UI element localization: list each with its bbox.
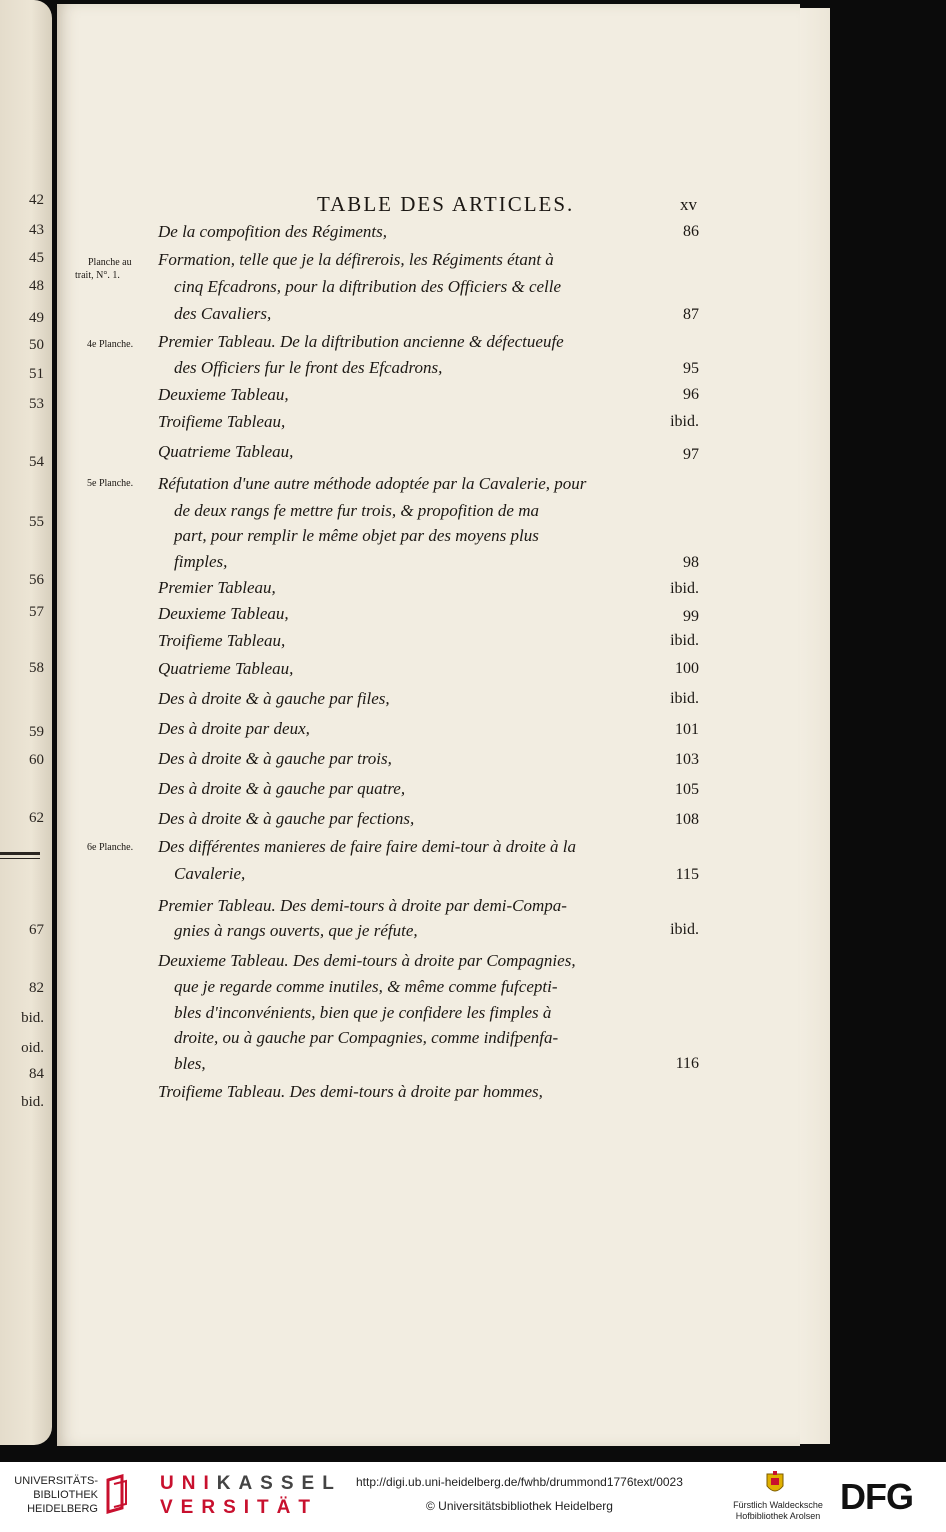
previous-page-number: 67 <box>29 922 44 938</box>
previous-page-number: 82 <box>29 980 44 996</box>
copyright-text: © Universitätsbibliothek Heidelberg <box>426 1499 613 1513</box>
previous-page-rule-thin <box>0 858 40 859</box>
previous-page-number: 45 <box>29 250 44 266</box>
toc-entry-page: ibid. <box>670 413 699 430</box>
toc-entry-line: Formation, telle que je la défirerois, les Régiments étant à <box>158 250 554 269</box>
previous-page-edge <box>0 0 52 1445</box>
footer-bar <box>0 1462 946 1532</box>
toc-entry-page: 97 <box>683 446 699 463</box>
previous-page-number: oid. <box>21 1040 44 1056</box>
previous-page-number: 60 <box>29 752 44 768</box>
margin-note: Planche au <box>88 257 132 268</box>
toc-entry-line: Deuxieme Tableau, <box>158 604 289 623</box>
toc-entry-page: 108 <box>675 811 699 828</box>
toc-entry-line: gnies à rangs ouverts, que je réfute, <box>174 921 418 940</box>
arolsen-line: Fürstlich Waldecksche <box>733 1500 823 1510</box>
previous-page-rule <box>0 852 40 855</box>
toc-entry-page: 96 <box>683 386 699 403</box>
page-number: xv <box>680 195 697 214</box>
toc-entry-line: Troifieme Tableau, <box>158 631 286 650</box>
toc-entry-line: Cavalerie, <box>174 864 246 883</box>
toc-entry-line: de deux rangs fe mettre fur trois, & propofition de ma <box>174 501 539 520</box>
toc-entry-line: Troifieme Tableau. Des demi-tours à droite par hommes, <box>158 1082 543 1101</box>
toc-entry-page: 105 <box>675 781 699 798</box>
previous-page-number: 49 <box>29 310 44 326</box>
previous-page-number: 59 <box>29 724 44 740</box>
margin-note: 6e Planche. <box>87 842 134 853</box>
toc-entry-page: ibid. <box>670 690 699 707</box>
toc-entry-page: 100 <box>675 660 699 677</box>
toc-entry-line: des Officiers fur le front des Efcadrons, <box>174 358 443 377</box>
toc-entry-line: des Cavaliers, <box>174 304 272 323</box>
book-page <box>57 4 800 1446</box>
previous-page-number: 57 <box>29 604 44 620</box>
previous-page-number: 50 <box>29 337 44 353</box>
toc-entry-line: Deuxieme Tableau. Des demi-tours à droite par Compagnies, <box>158 951 576 970</box>
toc-entry-page: 98 <box>683 554 699 571</box>
toc-entry-line: De la compofition des Régiments, <box>158 222 387 241</box>
previous-page-number: 55 <box>29 514 44 530</box>
toc-entry-line: Des à droite & à gauche par fections, <box>158 809 415 828</box>
previous-page-number: 53 <box>29 396 44 412</box>
source-url-link[interactable]: http://digi.ub.uni-heidelberg.de/fwhb/drummond1776text/0023 <box>356 1475 683 1489</box>
toc-entry-page: 86 <box>683 223 699 240</box>
library-name-line: HEIDELBERG <box>27 1503 98 1515</box>
heidelberg-logo-icon <box>104 1474 130 1514</box>
toc-entry-page: 99 <box>683 608 699 625</box>
toc-entry-page: 115 <box>675 866 699 883</box>
toc-entry-page: 116 <box>675 1055 699 1072</box>
toc-entry-page: ibid. <box>670 921 699 938</box>
toc-entry-line: Des à droite par deux, <box>158 719 310 738</box>
previous-page-number: 56 <box>29 572 44 588</box>
dfg-logo: DFG <box>840 1476 913 1517</box>
toc-entry-line: Des à droite & à gauche par files, <box>158 689 390 708</box>
toc-entry-page: 101 <box>675 721 699 738</box>
toc-entry-line: bles d'inconvénients, bien que je confidere les fimples à <box>174 1003 552 1022</box>
margin-note: 5e Planche. <box>87 478 134 489</box>
toc-entry-line: fimples, <box>174 552 228 571</box>
toc-entry-line: Troifieme Tableau, <box>158 412 286 431</box>
previous-page-number: bid. <box>21 1010 44 1026</box>
library-name-line: UNIVERSITÄTS- <box>14 1475 98 1487</box>
toc-entry-line: Quatrieme Tableau, <box>158 442 294 461</box>
previous-page-number: 58 <box>29 660 44 676</box>
toc-entry-line: Des différentes manieres de faire faire demi-tour à droite à la <box>158 837 577 856</box>
kassel-logo-line: VERSITÄT <box>160 1497 318 1518</box>
library-name-line: BIBLIOTHEK <box>33 1489 98 1501</box>
arolsen-library <box>728 1500 828 1522</box>
toc-entry-page: 95 <box>683 360 699 377</box>
previous-page-number: 43 <box>29 222 44 238</box>
toc-entry-page: ibid. <box>670 580 699 597</box>
toc-entry-line: Des à droite & à gauche par quatre, <box>158 779 406 798</box>
toc-entry-line: Réfutation d'une autre méthode adoptée par la Cavalerie, pour <box>158 474 587 493</box>
toc-entry-line: que je regarde comme inutiles, & même comme fufcepti- <box>174 977 558 996</box>
toc-entry-line: bles, <box>174 1054 206 1073</box>
toc-entry-page: ibid. <box>670 632 699 649</box>
arolsen-line: Hofbibliothek Arolsen <box>735 1511 821 1521</box>
previous-page-number: 48 <box>29 278 44 294</box>
toc-entry-line: Premier Tableau. Des demi-tours à droite par demi-Compa- <box>158 896 567 915</box>
toc-entry-line: Des à droite & à gauche par trois, <box>158 749 392 768</box>
margin-note: trait, N°. 1. <box>75 270 120 281</box>
library-name <box>6 1474 98 1516</box>
running-title: TABLE DES ARTICLES. <box>317 192 575 216</box>
previous-page-number: 62 <box>29 810 44 826</box>
toc-entry-line: Deuxieme Tableau, <box>158 385 289 404</box>
kassel-logo <box>160 1472 342 1520</box>
previous-page-number: 84 <box>29 1066 44 1082</box>
toc-entry-line: droite, ou à gauche par Compagnies, comme indifpenfa- <box>174 1028 559 1047</box>
kassel-logo-line: UNIKASSEL <box>160 1473 342 1494</box>
toc-entry-line: Premier Tableau. De la diftribution ancienne & défectueufe <box>158 332 564 351</box>
toc-entry-line: part, pour remplir le même objet par des moyens plus <box>174 526 539 545</box>
toc-entry-page: 103 <box>675 751 699 768</box>
previous-page-number: 54 <box>29 454 44 470</box>
previous-page-number: 42 <box>29 192 44 208</box>
previous-page-number: bid. <box>21 1094 44 1110</box>
crest-icon <box>764 1470 786 1498</box>
toc-entry-line: Premier Tableau, <box>158 578 276 597</box>
previous-page-number: 51 <box>29 366 44 382</box>
toc-entry-line: cinq Efcadrons, pour la diftribution des Officiers & celle <box>174 277 562 296</box>
toc-entry-page: 87 <box>683 306 699 323</box>
margin-note: 4e Planche. <box>87 339 134 350</box>
page-edge <box>800 8 830 1444</box>
toc-entry-line: Quatrieme Tableau, <box>158 659 294 678</box>
